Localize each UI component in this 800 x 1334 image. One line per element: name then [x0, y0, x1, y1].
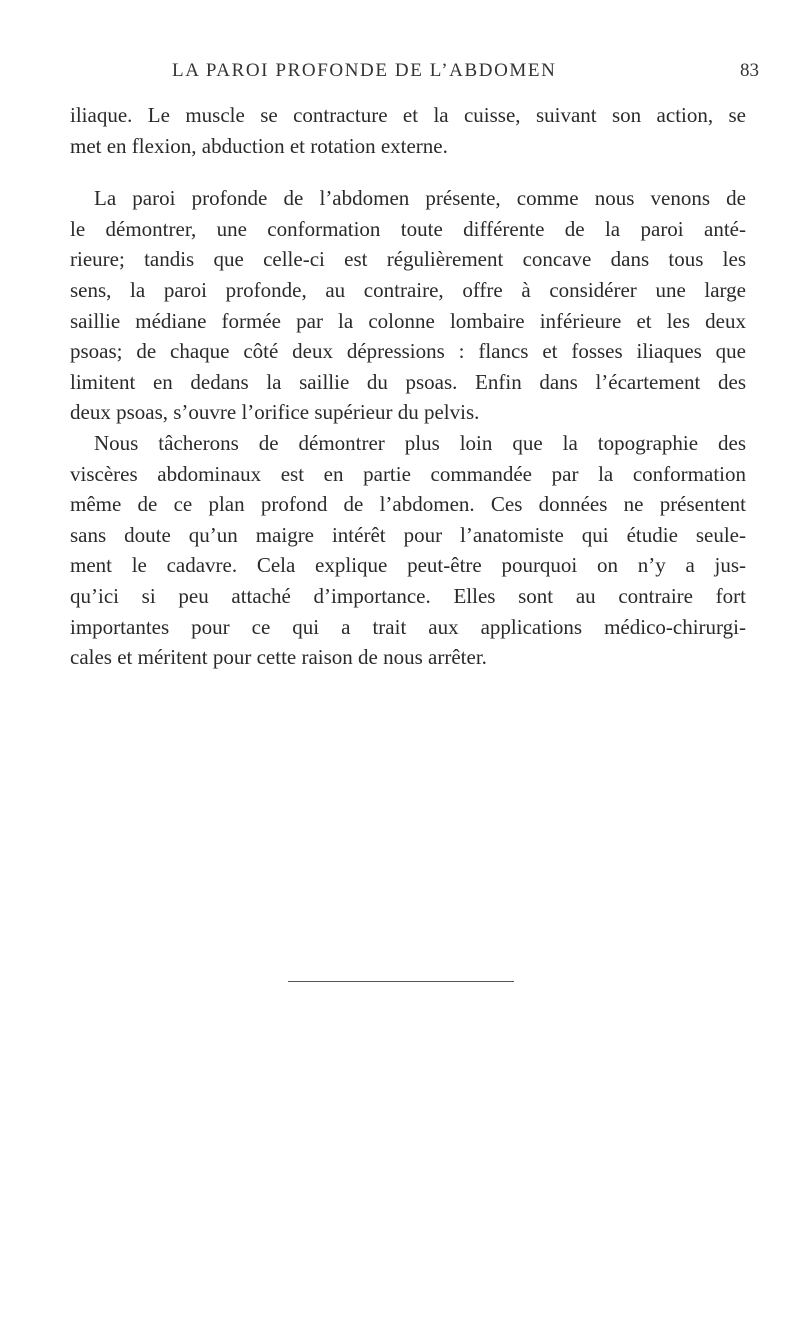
- text-line: La paroi profonde de l’abdomen présente, comme nous venons de: [94, 186, 746, 211]
- text-line: rieure; tandis que celle-ci est régulièrement concave dans tous les: [70, 247, 746, 272]
- paragraph: [70, 428, 746, 673]
- paragraph: [70, 100, 746, 161]
- text-line: iliaque. Le muscle se contracture et la cuisse, suivant son action, se: [70, 103, 746, 127]
- body-text: [70, 100, 746, 673]
- running-title: LA PAROI PROFONDE DE L’ABDOMEN: [172, 60, 557, 81]
- text-line: deux psoas, s’ouvre l’orifice supérieur du pelvis.: [70, 400, 480, 425]
- text-line: psoas; de chaque côté deux dépressions : flancs et fosses iliaques que: [70, 339, 746, 364]
- text-line: sens, la paroi profonde, au contraire, offre à considérer une large: [70, 277, 746, 302]
- text-line: qu’ici si peu attaché d’importance. Elles sont au contraire fort: [70, 583, 746, 608]
- text-line: importantes pour ce qui a trait aux applications médico-chirurgi-: [70, 614, 746, 639]
- text-line: le démontrer, une conformation toute différente de la paroi anté-: [70, 216, 746, 241]
- text-line: même de ce plan profond de l’abdomen. Ces données ne présentent: [70, 492, 746, 517]
- section-divider: [288, 981, 514, 982]
- paragraph: [70, 183, 746, 428]
- text-line: Nous tâcherons de démontrer plus loin que la topographie des: [94, 430, 746, 455]
- text-line: saillie médiane formée par la colonne lombaire inférieure et les deux: [70, 308, 746, 333]
- page-number: 83: [740, 60, 759, 81]
- text-line: met en flexion, abduction et rotation externe.: [70, 133, 448, 158]
- text-line: cales et méritent pour cette raison de nous arrêter.: [70, 645, 487, 670]
- text-line: sans doute qu’un maigre intérêt pour l’anatomiste qui étudie seule-: [70, 522, 746, 547]
- text-line: ment le cadavre. Cela explique peut-être pourquoi on n’y a jus-: [70, 553, 746, 578]
- text-line: limitent en dedans la saillie du psoas. Enfin dans l’écartement des: [70, 369, 746, 394]
- text-line: viscères abdominaux est en partie commandée par la conformation: [70, 461, 746, 486]
